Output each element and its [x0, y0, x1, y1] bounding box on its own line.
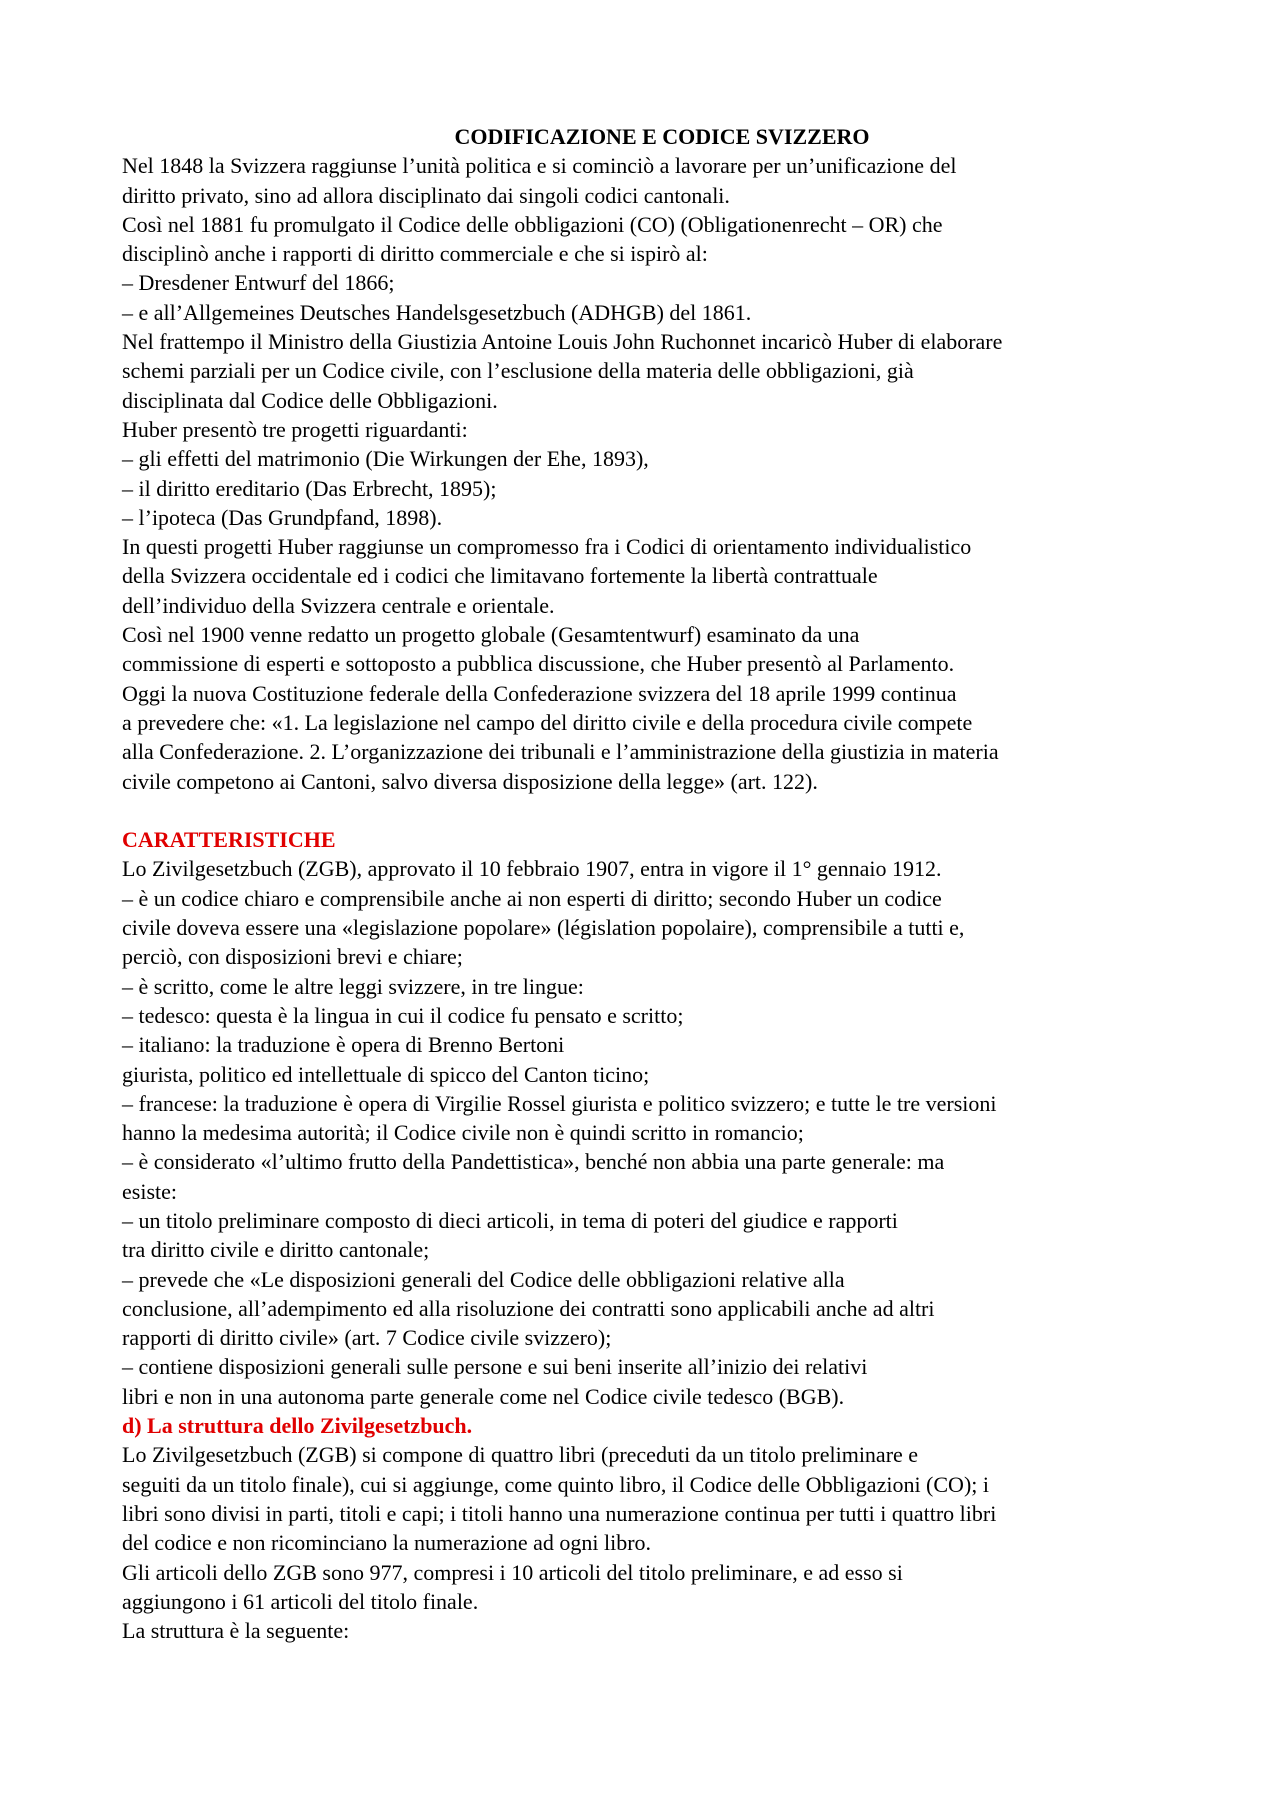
section-struttura — [122, 1440, 1172, 1645]
text-line: civile competono ai Cantoni, salvo diversa disposizione della legge» (art. 122). — [122, 768, 818, 794]
text-line: diritto privato, sino ad allora disciplinato dai singoli codici cantonali. — [122, 182, 730, 208]
text-line: commissione di esperti e sottoposto a pubblica discussione, che Huber presentò al Parlamento. — [122, 651, 955, 677]
document-page — [122, 122, 1172, 1645]
text-line: perciò, con disposizioni brevi e chiare; — [122, 944, 463, 970]
text-line: – francese: la traduzione è opera di Virgilie Rossel giurista e politico svizzero; e tutte le tre versioni — [122, 1090, 997, 1116]
text-line: della Svizzera occidentale ed i codici che limitavano fortemente la libertà contrattuale — [122, 563, 878, 589]
text-line: Lo Zivilgesetzbuch (ZGB), approvato il 10 febbraio 1907, entra in vigore il 1° gennaio 1912. — [122, 856, 942, 882]
text-line: – tedesco: questa è la lingua in cui il codice fu pensato e scritto; — [122, 1002, 684, 1028]
text-line: – Dresdener Entwurf del 1866; — [122, 270, 395, 296]
text-line: disciplinata dal Codice delle Obbligazioni. — [122, 387, 498, 413]
text-line: – italiano: la traduzione è opera di Brenno Bertoni — [122, 1032, 565, 1058]
section-caratteristiche — [122, 854, 1172, 1411]
text-line: Così nel 1881 fu promulgato il Codice delle obbligazioni (CO) (Obligationenrecht – OR) che — [122, 211, 943, 237]
text-line: Nel frattempo il Ministro della Giustizia Antoine Louis John Ruchonnet incaricò Huber di elaborare — [122, 329, 1003, 355]
text-line: seguiti da un titolo finale), cui si aggiunge, come quinto libro, il Codice delle Obbligazioni (CO); i — [122, 1471, 989, 1497]
text-line: – è un codice chiaro e comprensibile anche ai non esperti di diritto; secondo Huber un codice — [122, 885, 942, 911]
text-line: Nel 1848 la Svizzera raggiunse l’unità politica e si cominciò a lavorare per un’unificazione del — [122, 153, 957, 179]
text-line: libri sono divisi in parti, titoli e capi; i titoli hanno una numerazione continua per tutti i quattro libri — [122, 1500, 997, 1526]
text-line: – un titolo preliminare composto di dieci articoli, in tema di poteri del giudice e rapporti — [122, 1207, 898, 1233]
text-line: Gli articoli dello ZGB sono 977, compresi i 10 articoli del titolo preliminare, e ad esso si — [122, 1559, 903, 1585]
text-line: del codice e non ricominciano la numerazione ad ogni libro. — [122, 1530, 652, 1556]
text-line: – contiene disposizioni generali sulle persone e sui beni inserite all’inizio dei relativi — [122, 1354, 868, 1380]
document-title: CODIFICAZIONE E CODICE SVIZZERO — [454, 124, 870, 149]
text-line: libri e non in una autonoma parte generale come nel Codice civile tedesco (BGB). — [122, 1383, 845, 1409]
text-line: Huber presentò tre progetti riguardanti: — [122, 416, 468, 442]
text-line: conclusione, all’adempimento ed alla risoluzione dei contratti sono applicabili anche ad altri — [122, 1295, 935, 1321]
text-line: civile doveva essere una «legislazione popolare» (législation popolaire), comprensibile a tutti e, — [122, 915, 965, 941]
text-line: Lo Zivilgesetzbuch (ZGB) si compone di quattro libri (preceduti da un titolo preliminare e — [122, 1442, 919, 1468]
text-line: hanno la medesima autorità; il Codice civile non è quindi scritto in romancio; — [122, 1120, 804, 1146]
text-line: – il diritto ereditario (Das Erbrecht, 1895); — [122, 475, 497, 501]
text-line: schemi parziali per un Codice civile, con l’esclusione della materia delle obbligazioni, già — [122, 358, 914, 384]
text-line: Oggi la nuova Costituzione federale della Confederazione svizzera del 18 aprile 1999 continua — [122, 680, 957, 706]
text-line: giurista, politico ed intellettuale di spicco del Canton ticino; — [122, 1061, 650, 1087]
text-line: – l’ipoteca (Das Grundpfand, 1898). — [122, 504, 443, 530]
text-line: – gli effetti del matrimonio (Die Wirkungen der Ehe, 1893), — [122, 446, 649, 472]
text-line: a prevedere che: «1. La legislazione nel campo del diritto civile e della procedura civile compete — [122, 709, 973, 735]
text-line: La struttura è la seguente: — [122, 1618, 350, 1644]
text-line: – è scritto, come le altre leggi svizzere, in tre lingue: — [122, 973, 584, 999]
text-line: alla Confederazione. 2. L’organizzazione dei tribunali e l’amministrazione della giustizia in materia — [122, 739, 999, 765]
section-heading-caratteristiche: CARATTERISTICHE — [122, 827, 336, 853]
text-line: In questi progetti Huber raggiunse un compromesso fra i Codici di orientamento individualistico — [122, 534, 972, 560]
text-line: rapporti di diritto civile» (art. 7 Codice civile svizzero); — [122, 1325, 612, 1351]
text-line: disciplinò anche i rapporti di diritto commerciale e che si ispirò al: — [122, 241, 708, 267]
text-line: aggiungono i 61 articoli del titolo finale. — [122, 1588, 479, 1614]
text-line: dell’individuo della Svizzera centrale e orientale. — [122, 592, 555, 618]
section-heading-struttura: d) La struttura dello Zivilgesetzbuch. — [122, 1413, 473, 1439]
text-line: – prevede che «Le disposizioni generali del Codice delle obbligazioni relative alla — [122, 1266, 845, 1292]
text-line: esiste: — [122, 1178, 177, 1204]
text-line: – è considerato «l’ultimo frutto della Pandettistica», benché non abbia una parte generale: ma — [122, 1149, 945, 1175]
paragraph-spacer — [122, 796, 1172, 825]
text-line: – e all’Allgemeines Deutsches Handelsgesetzbuch (ADHGB) del 1861. — [122, 299, 752, 325]
section-codificazione — [122, 151, 1172, 796]
text-line: tra diritto civile e diritto cantonale; — [122, 1237, 430, 1263]
text-line: Così nel 1900 venne redatto un progetto globale (Gesamtentwurf) esaminato da una — [122, 622, 860, 648]
